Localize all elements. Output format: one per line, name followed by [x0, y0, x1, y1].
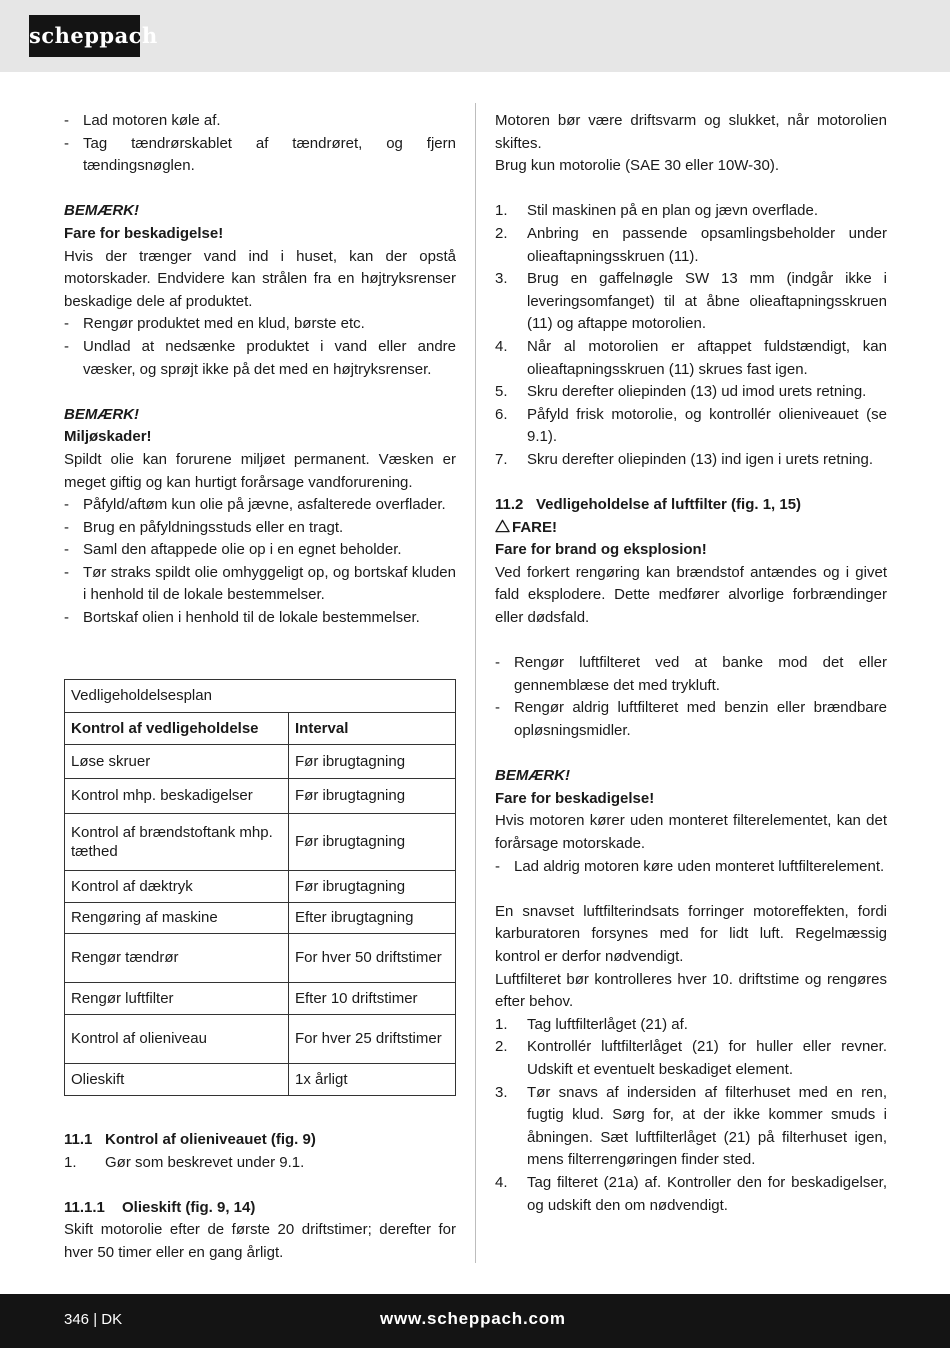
column-header: Kontrol af vedligeholdelse — [65, 713, 289, 745]
table-title: Vedligeholdelsesplan — [65, 680, 456, 713]
left-column-bottom — [64, 1129, 456, 1265]
column-header: Interval — [289, 713, 456, 745]
right-column — [495, 110, 887, 1217]
table-row: Rengøring af maskine Efter ibrugtagning — [65, 903, 456, 934]
maintenance-plan-table — [64, 679, 456, 1096]
list-item: 2. Kontrollér luftfilterlåget (21) for huller eller revner. Udskift et eventuelt beskadiget element. — [495, 1038, 887, 1078]
table-header-row — [65, 713, 456, 745]
list-item: - Undlad at nedsænke produktet i vand eller andre væsker, og sprøjt ikke på det med en højtryksrenser. — [64, 337, 456, 378]
note-label: BEMÆRK! — [64, 202, 139, 220]
footer-url[interactable]: www.scheppach.com — [380, 1309, 566, 1328]
section-text: Skift motorolie efter de første 20 driftstimer; derefter for hver 50 timer eller en gang årligt. — [64, 1221, 456, 1261]
list-item: 7. Skru derefter oliepinden (13) ind igen i urets retning. — [495, 450, 874, 468]
header-band — [0, 0, 950, 72]
list-item: 4. Når al motorolien er aftappet fuldstændigt, kan olieaftapningsskruen (11) skrues fast igen. — [495, 337, 887, 378]
list-item: - Rengør luftfilteret ved at banke mod det eller gennemblæse det med trykluft. — [495, 654, 887, 694]
danger-text: Ved forkert rengøring kan brændstof antændes og i givet fald eksplodere. Dette medfører alvorlige forbrændinger eller dødsfald. — [495, 563, 887, 627]
table-row: Kontrol af brændstoftank mhp. tæthed Før ibrugtagning — [65, 814, 456, 871]
list-item: 6. Påfyld frisk motorolie, og kontrollér olieniveauet (se 9.1). — [495, 405, 887, 446]
table-row: Løse skruer Før ibrugtagning — [65, 745, 456, 779]
left-column — [64, 110, 456, 630]
warning-triangle-icon — [495, 519, 510, 533]
list-item: - Påfyld/aftøm kun olie på jævne, asfalterede overflader. — [64, 496, 446, 514]
page-number: 346 | DK — [64, 1311, 123, 1328]
list-item: - Lad motoren køle af. — [64, 112, 221, 129]
note-title: Fare for beskadigelse! — [495, 789, 655, 807]
paragraph: Luftfilteret bør kontrolleres hver 10. driftstime og rengøres efter behov. — [495, 970, 887, 1011]
table-row: Rengør luftfilter Efter 10 driftstimer — [65, 983, 456, 1015]
danger-label: FARE! — [495, 517, 887, 540]
list-item: 1. Stil maskinen på en plan og jævn overflade. — [495, 202, 819, 220]
list-item: - Lad aldrig motoren køre uden monteret luftfilterelement. — [495, 857, 885, 875]
list-item: - Tør straks spildt olie omhyggeligt op, og bortskaf kluden i henhold til de lokale bestemmelser. — [64, 563, 456, 604]
table-row: Olieskift 1x årligt — [65, 1064, 456, 1096]
table-row: Rengør tændrør For hver 50 driftstimer — [65, 934, 456, 983]
list-item: 1. Gør som beskrevet under 9.1. — [64, 1153, 305, 1171]
note-text: Hvis motoren kører uden monteret filterelementet, kan det forårsage motorskade. — [495, 812, 887, 852]
list-item: - Rengør produktet med en klud, børste etc. — [64, 315, 365, 333]
paragraph: En snavset luftfilterindsats forringer motoreffekten, fordi karburatoren forsynes med for lidt luft. Regelmæssig kontrol er derfor nødvendigt. — [495, 902, 887, 965]
note-title: Miljøskader! — [64, 428, 152, 446]
list-item: 3. Tør snavs af indersiden af filterhuset med en ren, fugtig klud. Sørg for, at der ikke kommer smuds i åbningen. Sæt luftfilterlåget (21) på filterhuset igen, mens filterrengøringen finder sted. — [495, 1083, 887, 1169]
list-item: - Tag tændrørskablet af tændrøret, og fjern tændingsnøglen. — [64, 134, 456, 175]
table-row: Kontrol mhp. beskadigelser Før ibrugtagning — [65, 779, 456, 814]
table-row: Kontrol af dæktryk Før ibrugtagning — [65, 871, 456, 903]
list-item: - Saml den aftappede olie op i en egnet beholder. — [64, 541, 402, 559]
list-item: 4. Tag filteret (21a) af. Kontroller den for beskadigelser, og udskift den om nødvendigt. — [495, 1173, 887, 1214]
note-text: Spildt olie kan forurene miljøet permanent. Væsken er meget giftig og kan hurtigt forårsage vandforurening. — [64, 450, 456, 491]
note-title: Fare for beskadigelse! — [64, 224, 224, 242]
scheppach-logo: scheppach — [29, 15, 140, 57]
section-heading: 11.2 Vedligeholdelse af luftfilter (fig. 1, 15) — [495, 496, 802, 514]
list-item: - Rengør aldrig luftfilteret med benzin eller brændbare opløsningsmidler. — [495, 699, 887, 740]
note-label: BEMÆRK! — [495, 767, 570, 785]
footer-band — [0, 1294, 950, 1348]
oil-intro: Motoren bør være driftsvarm og slukket, når motorolien skiftes. — [495, 112, 887, 152]
column-divider — [475, 103, 476, 1263]
list-item: 2. Anbring en passende opsamlingsbeholder under olieaftapningsskruen (11). — [495, 224, 887, 265]
section-heading: 11.1.1 Olieskift (fig. 9, 14) — [64, 1198, 256, 1216]
list-item: 3. Brug en gaffelnøgle SW 13 mm (indgår ikke i leveringsomfanget) til at åbne olieaftapningsskruen (11) og aftappe motorolien. — [495, 270, 887, 333]
list-item: 1. Tag luftfilterlåget (21) af. — [495, 1015, 688, 1033]
oil-type: Brug kun motorolie (SAE 30 eller 10W-30). — [495, 157, 780, 175]
table-row: Kontrol af olieniveau For hver 25 driftstimer — [65, 1015, 456, 1064]
list-item: 5. Skru derefter oliepinden (13) ud imod urets retning. — [495, 383, 867, 401]
list-item: - Brug en påfyldningsstuds eller en tragt. — [64, 518, 344, 536]
section-heading: 11.1 Kontrol af olieniveauet (fig. 9) — [64, 1131, 316, 1148]
list-item: - Bortskaf olien i henhold til de lokale bestemmelser. — [64, 609, 420, 627]
note-text: Hvis der trænger vand ind i huset, kan der opstå motorskader. Endvidere kan strålen fra en højtryksrenser beskadige dele af produktet. — [64, 247, 456, 310]
note-label: BEMÆRK! — [64, 405, 139, 423]
danger-title: Fare for brand og eksplosion! — [495, 541, 707, 559]
